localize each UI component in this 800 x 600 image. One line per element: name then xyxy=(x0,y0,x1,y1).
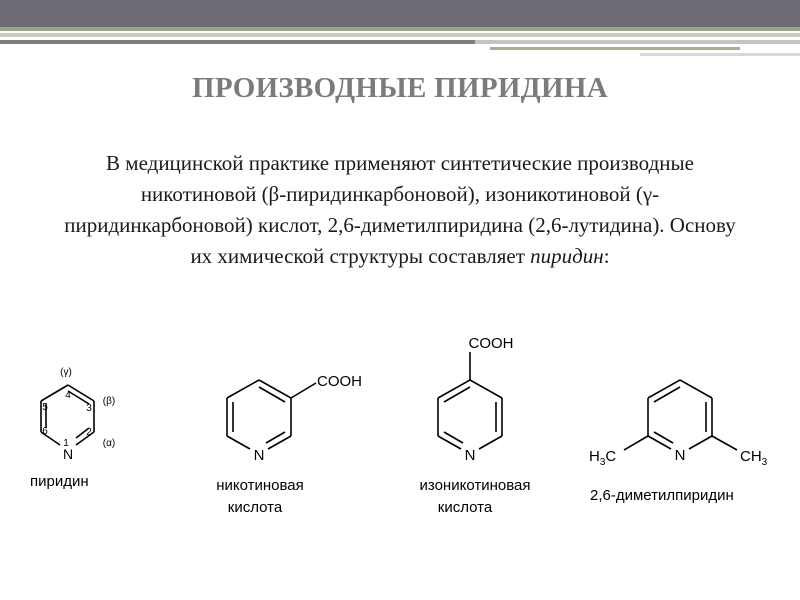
pyridine-pos-5: 5 xyxy=(42,402,48,413)
paragraph-italic-word: пиридин xyxy=(530,244,604,268)
pyridine-name: пиридин xyxy=(30,473,89,490)
pyridine-pos-3: 3 xyxy=(86,403,92,414)
pyridine-n-label: N xyxy=(62,446,74,462)
pyridine-alpha: (α) xyxy=(102,438,116,449)
pyridine-pos-4: 4 xyxy=(65,390,71,401)
lutidine-right-group: $CH_3$ xyxy=(740,448,768,468)
paragraph-end: : xyxy=(603,244,610,268)
isonicotinic-name-line1: изоникотиновая xyxy=(419,477,531,494)
nicotinic-ring xyxy=(227,380,316,449)
lutidine-name: 2,6-диметилпиридин xyxy=(590,487,734,504)
lutidine-n-label: N xyxy=(674,447,686,464)
pyridine-beta: (β) xyxy=(102,396,116,407)
paragraph-text: В медицинской практике применяют синтетические производные никотиновой (β-пиридинкарбоновой), изоникотиновой (γ-пиридинкарбоновой) кислот, 2,6-диметилпиридина (2,6-лутидина). Основу их химической структуры составляет xyxy=(64,151,736,268)
pyridine-pos-2: 2 xyxy=(86,427,92,438)
nicotinic-name-line2: кислота xyxy=(227,499,283,516)
slide-title: ПРОИЗВОДНЫЕ ПИРИДИНА xyxy=(192,72,608,104)
isonicotinic-n-label: N xyxy=(464,447,476,464)
isonicotinic-ring xyxy=(438,352,502,449)
lutidine-ring xyxy=(624,380,737,450)
isonicotinic-name-line2: кислота xyxy=(437,499,493,516)
isonicotinic-cooh: COOH xyxy=(468,335,514,352)
nicotinic-cooh: COOH xyxy=(317,373,362,390)
pyridine-pos-6: 6 xyxy=(42,426,48,437)
lutidine-left-group: $H_3C$ xyxy=(589,448,617,468)
nicotinic-n-label: N xyxy=(253,447,265,464)
pyridine-pos-1: 1 xyxy=(63,438,69,449)
pyridine-gamma: (γ) xyxy=(60,367,72,378)
nicotinic-name-line1: никотиновая xyxy=(216,477,304,494)
